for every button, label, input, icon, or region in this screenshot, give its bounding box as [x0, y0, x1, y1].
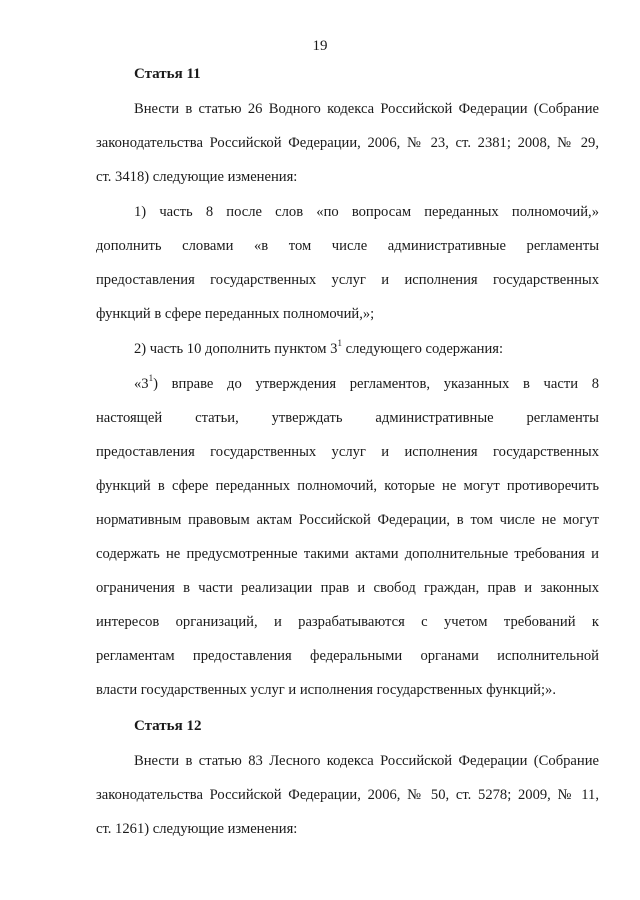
quote-open: «3 — [134, 376, 149, 392]
quote-line-3: предоставления государственных услуг и исполнения государственных — [96, 444, 599, 460]
article-11-intro-line-2: законодательства Российской Федерации, 2006, № 23, ст. 2381; 2008, № 29, — [96, 135, 599, 151]
quote-line-7: ограничения в части реализации прав и свобод граждан, прав и законных — [96, 580, 599, 596]
item-2-prefix: 2) часть 10 дополнить пунктом 3 — [134, 341, 338, 357]
quote-line-8: интересов организаций, и разрабатываются с учетом требований к — [96, 614, 599, 630]
article-12-intro-line-3: ст. 1261) следующие изменения: — [96, 821, 298, 837]
article-11-intro-line-3: ст. 3418) следующие изменения: — [96, 169, 298, 185]
item-1-line-4: функций в сфере переданных полномочий,»; — [96, 306, 375, 322]
quote-line-5: нормативным правовым актам Российской Федерации, в том числе не могут — [96, 512, 599, 528]
item-1-line-1: 1) часть 8 после слов «по вопросам переданных полномочий,» — [134, 204, 599, 220]
quote-line-4: функций в сфере переданных полномочий, которые не могут противоречить — [96, 478, 599, 494]
page-number: 19 — [312, 38, 328, 54]
article-11-title: Статья 11 — [134, 66, 201, 82]
quote-line-6: содержать не предусмотренные такими актами дополнительные требования и — [96, 546, 599, 562]
item-2-line — [134, 340, 599, 358]
quote-line-9: регламентам предоставления федеральными органами исполнительной — [96, 648, 599, 664]
article-11-intro-line-1: Внести в статью 26 Водного кодекса Российской Федерации (Собрание — [134, 101, 599, 117]
item-1-line-3: предоставления государственных услуг и исполнения государственных — [96, 272, 599, 288]
quote-line-1 — [134, 375, 599, 393]
item-2-superscript: 1 — [337, 338, 342, 349]
quote-first-rest: ) вправе до утверждения регламентов, указанных в части 8 — [153, 376, 599, 392]
item-1-line-2: дополнить словами «в том числе административные регламенты — [96, 238, 599, 254]
article-12-title: Статья 12 — [134, 718, 202, 734]
quote-line-2: настоящей статьи, утверждать административные регламенты — [96, 410, 599, 426]
quote-line-10: власти государственных услуг и исполнения государственных функций;». — [96, 682, 556, 698]
article-12-intro-line-1: Внести в статью 83 Лесного кодекса Российской Федерации (Собрание — [134, 753, 599, 769]
article-12-intro-line-2: законодательства Российской Федерации, 2006, № 50, ст. 5278; 2009, № 11, — [96, 787, 599, 803]
quote-superscript: 1 — [148, 373, 154, 384]
item-2-suffix: следующего содержания: — [341, 341, 504, 357]
